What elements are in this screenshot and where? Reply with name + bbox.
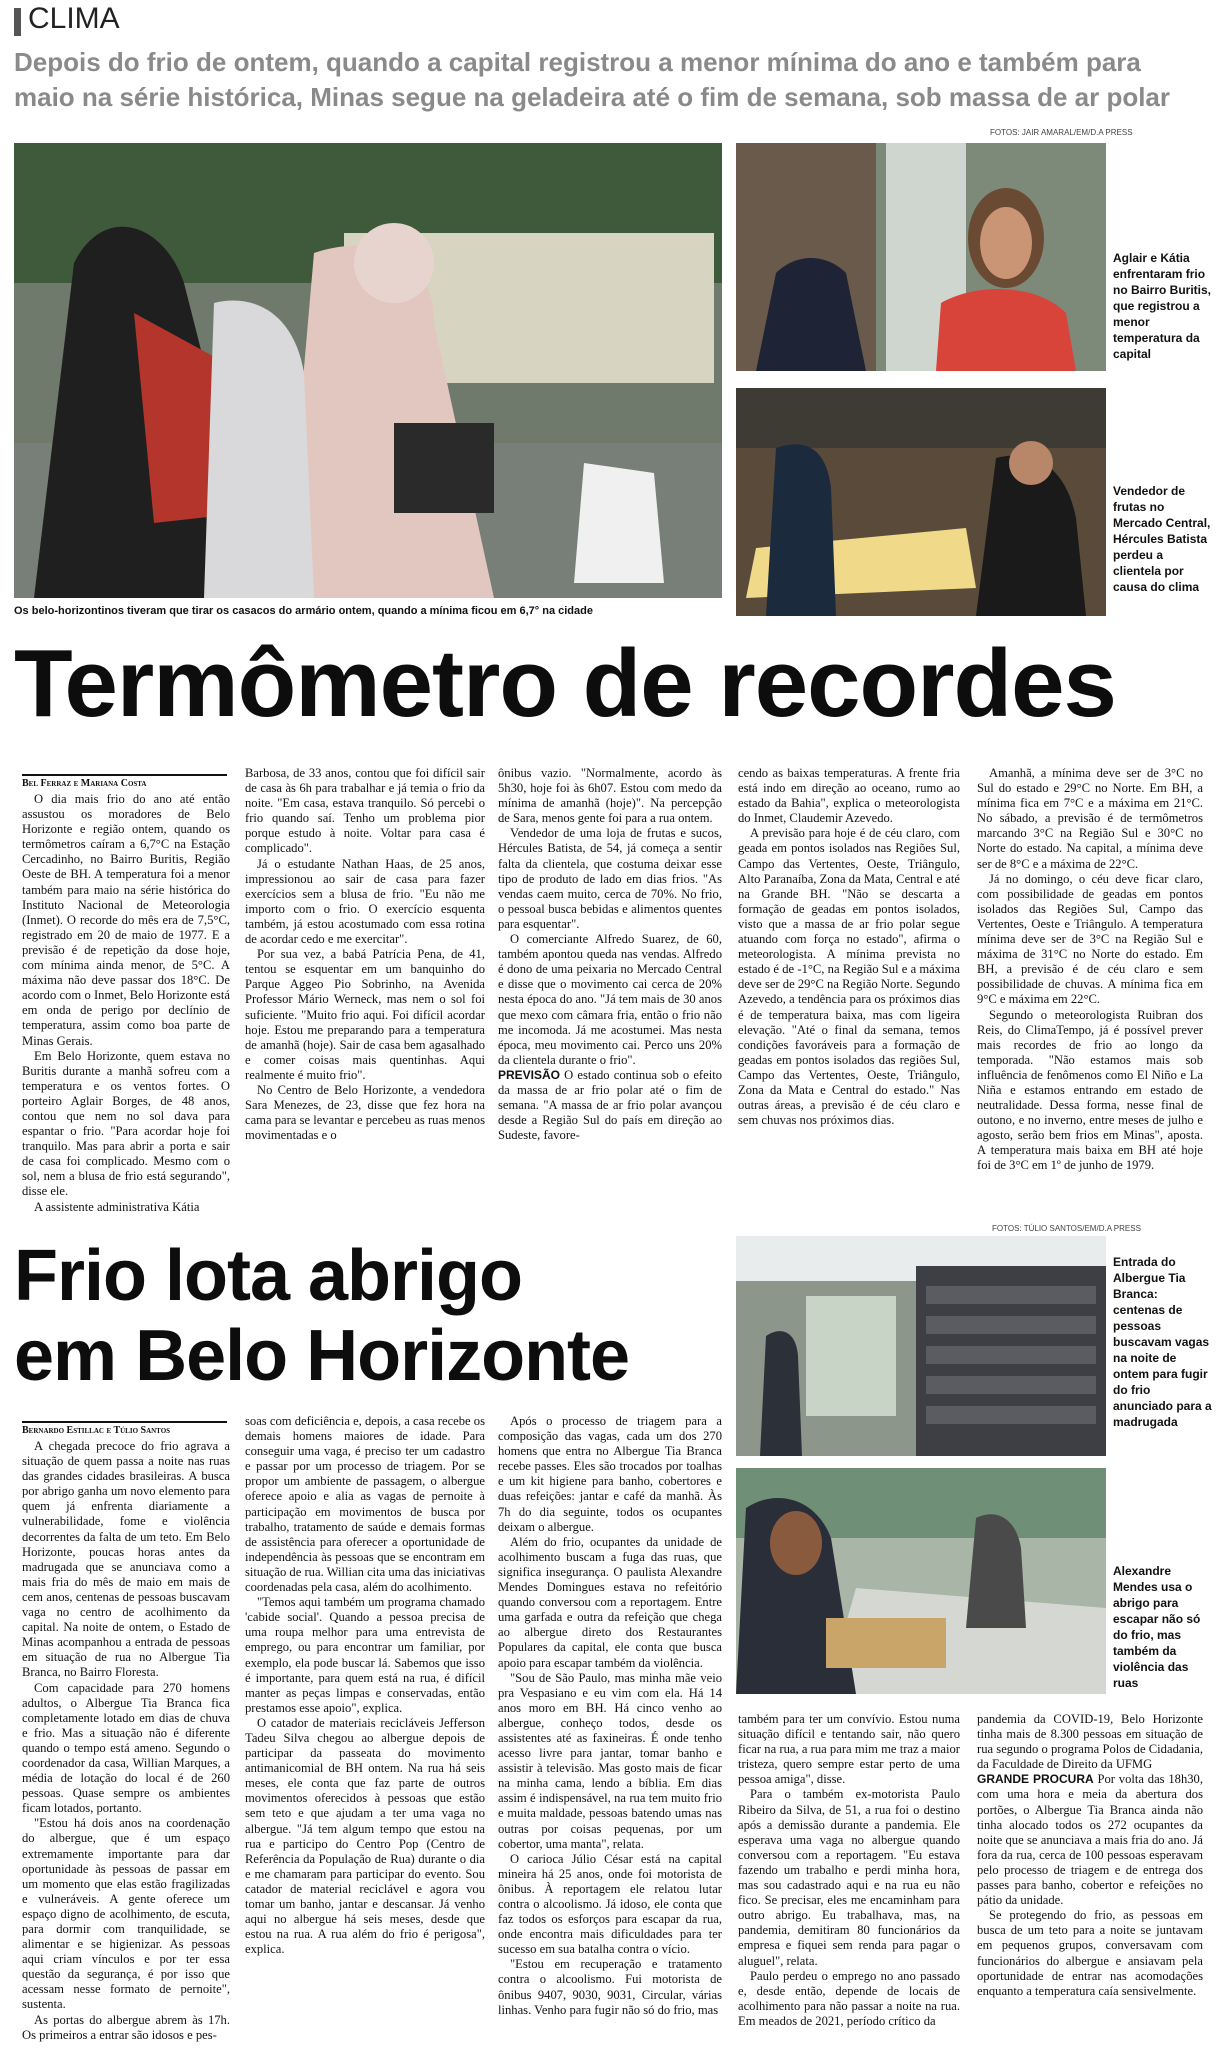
kicker-grande-procura: GRANDE PROCURA [977, 1772, 1094, 1787]
photo-street-crowd [14, 143, 722, 598]
paragraph: "Estou há dois anos na coordenação do albergue, que é um espaço extremamente importante para dar oportunidade às pessoas de passar em um momento que elas estão fragilizadas e vulneráveis. A gente oferece um espaço digno de acolhimento, de escuta, para dormir com tranquilidade, se alimentar e se higienizar. As pessoas aqui criam vínculos e por ter essa questão da segurança, é por isso que acessam nesse formato de pernoite", sustenta. [22, 1816, 230, 2012]
paragraph: cendo as baixas temperaturas. A frente fria está indo em direção ao oceano, rumo ao estado da Bahia", explica o meteorologista do Inmet, Claudemir Azevedo. [738, 766, 960, 826]
paragraph: A chegada precoce do frio agrava a situação de quem passa a noite nas ruas das grandes cidades brasileiras. A busca por abrigo ganha um novo elemento para quem já enfrenta diariamente a vulnerabilidade, fome e violência decorrentes da falta de um teto. Em Belo Horizonte, poucas horas antes da madrugada que se anunciava como a mais fria do mês de maio em mais de cem anos, centenas de pessoas buscavam vaga no centro de acolhimento da capital. Na noite de ontem, o Estado de Minas acompanhou a entrada de pessoas em situação de rua no Albergue Tia Branca, no Bairro Floresta. [22, 1439, 230, 1680]
photo-main-caption: Os belo-horizontinos tiveram que tirar os casacos do armário ontem, quando a mínima ficou em 6,7° na cidade [14, 605, 593, 617]
photo-buritis-caption: Aglair e Kátia enfrentaram frio no Bairro Buritis, que registrou a menor temperatura da capital [1113, 251, 1212, 361]
paragraph: "Estou em recuperação e tratamento contra o alcoolismo. Fui motorista de ônibus 9407, 9030, 9031, Circular, várias linhas. Venho para fugir não só do frio, mas [498, 1957, 722, 2017]
photo-refeitorio [736, 1468, 1106, 1694]
section-marker [14, 8, 21, 36]
paragraph: O dia mais frio do ano até então assustou os moradores de Belo Horizonte e região ontem, quando os termômetros caíram a 6,7°C na Estação Cercadinho, no Bairro Buritis, Região Oeste de BH. A temperatura foi a menor também para maio na série histórica do Instituto Nacional de Meteorologia (Inmet). O recorde do mês era de 7,5°C, registrado em 20 de maio de 1977. E a previsão é de repetição da dose hoje, com mínima ainda menor, de 5°C. A máxima não deve passar dos 18°C. De acordo com o Inmet, Belo Horizonte está em onda de perigo por declínio de temperatura, assim como boa parte de Minas Gerais. [22, 792, 230, 1048]
byline-story2: Bernardo Estillac e Túlio Santos [22, 1421, 227, 1436]
paragraph: Por volta das 18h30, com uma hora e meia da abertura dos portões, o Albergue Tia Branca ainda não tinha alocado todos os 272 ocupantes da noite que se anunciava a mais fria do ano. Já fora da rua, cerca de 100 pessoas esperavam pelo processo de triagem e de entrega dos passes para banho, cobertor e refeições no pátio da unidade. [977, 1772, 1203, 1908]
paragraph: O carioca Júlio César está na capital mineira há 25 anos, onde foi motorista de ônibus. À reportagem ele relatou lutar contra o alcoolismo. Já idoso, ele conta que faz todos os esforços para escapar da rua, onde encontra mais dificuldades para ter sucesso em sua batalha contra o vício. [498, 1851, 722, 1957]
story2-column-3 [498, 1414, 722, 2043]
paragraph: ônibus vazio. "Normalmente, acordo às 5h30, hoje foi às 6h07. Estou com medo da mínima de amanhã (hoje)". Na percepção de Sara, menos gente foi para a rua ontem. [498, 766, 722, 826]
paragraph: Além do frio, ocupantes da unidade de acolhimento buscam a fuga das ruas, que significa insegurança. O paulista Alexandre Mendes Domingues estava no refeitório quando conversou com a reportagem. Entre uma garfada e outra da refeição que chega ao albergue direto dos Restaurantes Populares da capital, ele conta que busca apoio para escapar também da violência. [498, 1534, 722, 1670]
photo-mercado-caption: Vendedor de frutas no Mercado Central, Hércules Batista perdeu a clientela por causa do clima [1113, 484, 1211, 594]
photo-albergue-caption: Entrada do Albergue Tia Branca: centenas de pessoas buscavam vagas na noite de ontem para fugir do frio anunciado para a madrugada [1113, 1255, 1212, 1429]
photo-credit: FOTOS: TÚLIO SANTOS/EM/D.A PRESS [992, 1224, 1141, 1233]
photo-mercado-central [736, 388, 1106, 616]
paragraph: Após o processo de triagem para a composição das vagas, cada um dos 270 homens que entra no Albergue Tia Branca recebe passes. Eles são trocados por toalhas e um kit higiene para banho, cobertores e duas refeições: jantar e café da manhã. Às 7h do dia seguinte, todos os ocupantes deixam o albergue. [498, 1414, 722, 1534]
story1-column-1 [22, 792, 230, 1242]
photo-albergue-entrada [736, 1236, 1106, 1456]
story1-column-3 [498, 766, 722, 1242]
paragraph: Se protegendo do frio, as pessoas em busca de um teto para a noite se juntavam em pequenos grupos, conversavam com funcionários do albergue e ansiavam pela oportunidade de entrar nas acomodações enquanto a temperatura caía sensivelmente. [977, 1908, 1203, 1998]
headline-frio-lota-line1: Frio lota abrigo [14, 1236, 523, 1316]
photo-refeitorio-caption: Alexandre Mendes usa o abrigo para escapar não só do frio, mas também da violência das ruas [1113, 1564, 1201, 1690]
paragraph: Paulo perdeu o emprego no ano passado e, desde então, depende de locais de acolhimento para não passar a noite na rua. Em meados de 2021, período crítico da [738, 1968, 960, 2028]
paragraph: também para ter um convívio. Estou numa situação difícil e tentando sair, não quero ficar na rua, a rua para mim me traz a maior tristeza, quero sempre estar perto de uma pessoa amiga", disse. [738, 1712, 960, 1787]
paragraph: O comerciante Alfredo Suarez, de 60, também apontou queda nas vendas. Alfredo é dono de uma peixaria no Mercado Central e disse que o movimento cai cerca de 20% nesta época do ano. "Já tem mais de 30 anos que mexo com câmara fria, então o frio não me incomoda. Já me acostumei. Mas nesta época, meu movimento cai. Perco uns 20% da clientela durante o frio". [498, 932, 722, 1067]
headline-frio-lota-line2: em Belo Horizonte [14, 1316, 630, 1396]
story1-column-4 [738, 766, 960, 1242]
paragraph: As portas do albergue abrem às 17h. Os primeiros a entrar são idosos e pes- [22, 2012, 230, 2042]
paragraph: Por sua vez, a babá Patrícia Pena, de 41, tentou se esquentar em um banquinho do Parque Aggeo Pio Sobrinho, na Avenida Professor Mário Werneck, mas nem o sol foi suficiente. "Muito frio aqui. Foi difícil acordar hoje. Estou me preparando para a temperatura de amanhã (hoje). Sair de casa bem agasalhado e comer coisas mais quentinhas. Aqui realmente é muito frio". [245, 947, 485, 1082]
headline-termometro: Termômetro de recordes [14, 630, 1116, 737]
page-deck: Depois do frio de ontem, quando a capital registrou a menor mínima do ano e também para maio na série histórica, Minas segue na geladeira até o fim de semana, sob massa de ar polar [14, 47, 1171, 112]
paragraph: Já o estudante Nathan Haas, de 25 anos, impressionou ao sair de casa para fazer exercícios sem a blusa de frio. "Eu não me importo com o frio. O exercício esquenta também, já estou acostumado com essa rotina de acordar cedo e me exercitar". [245, 856, 485, 947]
story2-column-2 [245, 1414, 485, 2043]
kicker-previsao: PREVISÃO [498, 1067, 561, 1082]
story2-column-1 [22, 1439, 230, 2043]
paragraph: soas com deficiência e, depois, a casa recebe os demais homens maiores de idade. Para conseguir uma vaga, é preciso ter um cadastro e passar por um processo de triagem. Por se propor um ambiente de passagem, o albergue oferece apoio e alia as vagas de pernoite à participação em movimentos de busca por trabalho, tratamento de saúde e demais formas de assistência para oferecer a oportunidade de independência às pessoas que se encontram em situação de rua. Willian cita uma das iniciativas coordenadas pela casa, além do acolhimento. [245, 1414, 485, 1595]
story2-column-4 [738, 1712, 960, 2043]
story2-column-5 [977, 1712, 1203, 2043]
paragraph: Vendedor de uma loja de frutas e sucos, Hércules Batista, de 54, já começa a sentir falta da clientela, que costuma deixar esse tipo de produto de lado em dias frios. "As vendas caem muito, cerca de 70%. No frio, o pessoal busca bebidas e alimentos quentes para esquentar". [498, 826, 722, 931]
paragraph: No Centro de Belo Horizonte, a vendedora Sara Menezes, de 23, disse que fez hora na cama para se levantar e percebeu as ruas menos movimentadas e o [245, 1082, 485, 1143]
paragraph: A previsão para hoje é de céu claro, com geada em pontos isolados nas Regiões Sul, Campo das Vertentes, Oeste, Triângulo, Alto Paranaíba, Zona da Mata, Central e até na Grande BH. "Não se descarta a formação de geadas em pontos isolados, visto que a massa de ar frio polar segue atuando com força no estado", afirma o meteorologista. A mínima prevista no estado é de -1°C, na Região Sul e a máxima deve ser de 29°C na Região Norte. Segundo Azevedo, a tendência para os próximos dias é de temperatura baixa, mas com ligeira elevação. "Até o final da semana, temos condições favoráveis para a formação de geadas em pontos isolados das regiões Sul, Campo das Vertentes, Oeste, Triângulo, Zona da Mata e Central do estado." Nas outras áreas, a previsão é de céu claro e sem chuvas nos próximos dias. [738, 826, 960, 1128]
paragraph: Segundo o meteorologista Ruibran dos Reis, do ClimaTempo, já é possível prever mais recordes de frio ao longo da temporada. "Não estamos mais sob influência de fenômenos como El Niño e La Niña e estamos entrando em estado de neutralidade. Dessa forma, nesse final de outono, e no inverno, entre meses de julho e agosto, serão bem frios em Minas", aposta. A temperatura mais baixa em BH até hoje foi de 3°C em 1º de junho de 1979. [977, 1007, 1203, 1173]
paragraph: pandemia da COVID-19, Belo Horizonte tinha mais de 8.300 pessoas em situação de rua segundo o programa Polos de Cidadania, da Faculdade de Direito da UFMG [977, 1712, 1203, 1772]
paragraph: O estado continua sob o efeito da massa de ar frio polar até o fim de semana. "A massa de ar frio polar avançou desde a Região Sul do país em direção ao Sudeste, favore- [498, 1067, 722, 1143]
story1-column-5 [977, 766, 1203, 1242]
paragraph: A assistente administrativa Kátia [34, 1199, 200, 1214]
paragraph: Para o também ex-motorista Paulo Ribeiro da Silva, de 51, a rua foi o destino após a demissão durante a pandemia. Ele esperava uma vaga no albergue quando conversou com a reportagem. "Eu estava fazendo um trabalho e perdi minha hora, mas sou cadastrado aqui e na rua eu não fico. Se precisar, eles me encaminham para outro abrigo. Eu trabalhava, mas, na pandemia, demitiram 80 funcionários da empresa e fiquei sem renda para pagar o aluguel", relata. [738, 1787, 960, 1968]
photo-credit: FOTOS: JAIR AMARAL/EM/D.A PRESS [990, 128, 1133, 137]
section-label: CLIMA [28, 2, 120, 35]
paragraph: "Sou de São Paulo, mas minha mãe veio pra Vespasiano e eu vim com ela. Há 14 anos moro em BH. Há cinco venho ao albergue, conheço todos, desde os assistentes até as faxineiras. É onde tenho acesso livre para jantar, tomar banho e assistir à televisão. Mas gosto mais de ficar na minha cama, lendo a bíblia. Em dias assim é indispensável, na rua tem muito frio e muita maldade, pessoas batendo umas nas outras por coisas pequenas, por um cobertor, uma manta", relata. [498, 1670, 722, 1851]
paragraph: Em Belo Horizonte, quem estava no Buritis durante a manhã sofreu com a temperatura e os ventos fortes. O porteiro Aglair Borges, de 48 anos, contou que nem no sol dava para espantar o frio. "Para acordar hoje foi tranquilo. Mas para abrir a porta e sair de casa foi complicado. Mesmo com o sol, nem a blusa de frio está segurando", disse ele. [22, 1048, 230, 1199]
paragraph: Já no domingo, o céu deve ficar claro, com possibilidade de geadas em pontos isolados das Regiões Sul, Campo das Vertentes, Oeste e Triângulo. A temperatura mínima deve ser de 3°C na Região Sul e máxima de 31°C no Norte do estado. Em BH, a previsão é de céu claro e sem possibilidade de chuvas. A mínima fica em 9°C e máxima em 22°C. [977, 871, 1203, 1007]
photo-buritis [736, 143, 1106, 371]
paragraph: Com capacidade para 270 homens adultos, o Albergue Tia Branca fica completamente lotado em dias de chuva e frio. Mas a situação não é diferente quando o tempo está ameno. Segundo o coordenador da casa, Willian Marques, a média de lotação do local é de 260 pessoas. Quase sempre os ambientes ficam lotados, portanto. [22, 1680, 230, 1816]
paragraph: Amanhã, a mínima deve ser de 3°C no Sul do estado e 29°C no Norte. Em BH, a mínima fica em 7°C e a máxima em 21°C. No sábado, a previsão é de termômetros marcando 3°C na Região Sul e 30°C no Norte do estado. Na capital, a mínima deve ser de 8°C e a máxima de 22°C. [977, 766, 1203, 871]
paragraph: O catador de materiais recicláveis Jefferson Tadeu Silva chegou ao albergue depois de participar da passeata do movimento antimanicomial de BH ontem. Na rua há seis meses, ele conta que faz parte de outros movimentos oferecidos à pessoas que estão sem teto e que ajudam a ter uma vaga no albergue. "Já tem algum tempo que estou na rua e participo do Centro Pop (Centro de Referência da População de Rua) durante o dia e me chamaram para participar do evento. Sou catador de material reciclável e agora vou tomar um banho, jantar e descansar. Já venho aqui no albergue há seis meses, desde que estou na rua. A rua além do frio é perigosa", explica. [245, 1715, 485, 1957]
paragraph: "Temos aqui também um programa chamado 'cabide social'. Quando a pessoa precisa de uma roupa melhor para uma entrevista de emprego, ou para encontrar um familiar, por exemplo, ela pode buscar lá. Sabemos que isso é importante, para quem está na rua, é difícil manter as peças limpas e conservadas, então prestamos esse apoio", explica. [245, 1595, 485, 1715]
paragraph: Barbosa, de 33 anos, contou que foi difícil sair de casa às 6h para trabalhar e já temia o frio da noite. "Em casa, estava tranquilo. Só percebi o frio quando saí. Tenho um problema pior porque estudo à noite. Voltar para casa é complicado". [245, 766, 485, 856]
byline-story1: Bel Ferraz e Mariana Costa [22, 774, 227, 789]
story1-column-2 [245, 766, 485, 1242]
